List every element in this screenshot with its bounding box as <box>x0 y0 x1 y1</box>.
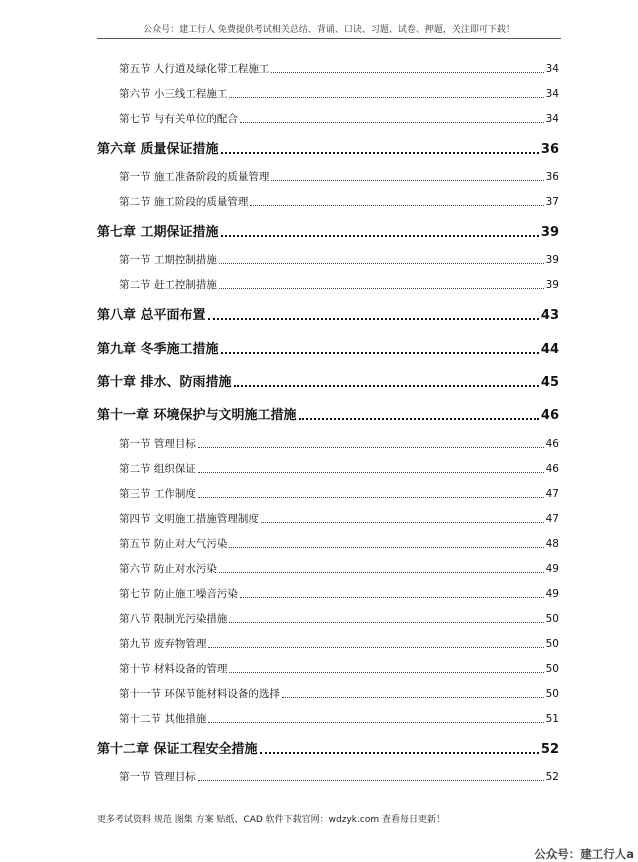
toc-entry-label: 第一节 管理目标 <box>119 771 196 783</box>
toc-leader-dots <box>198 497 544 498</box>
toc-leader-dots <box>229 672 543 673</box>
toc-leader-dots <box>234 385 539 387</box>
toc-leader-dots <box>229 547 543 548</box>
toc-leader-dots <box>260 752 539 754</box>
toc-leader-dots <box>221 235 539 237</box>
toc-section-entry[interactable] <box>119 253 559 267</box>
toc-page-number: 49 <box>545 588 559 600</box>
toc-page-number: 46 <box>545 463 559 475</box>
toc-page-number: 49 <box>545 563 559 575</box>
toc-entry-label: 第十二章 保证工程安全措施 <box>97 742 258 757</box>
toc-entry-label: 第九章 冬季施工措施 <box>97 342 219 357</box>
toc-leader-dots <box>229 622 543 623</box>
toc-section-entry[interactable] <box>119 587 559 601</box>
toc-section-entry[interactable] <box>119 637 559 651</box>
toc-leader-dots <box>198 472 544 473</box>
toc-leader-dots <box>250 205 543 206</box>
toc-page-number: 47 <box>545 488 559 500</box>
toc-leader-dots <box>208 647 543 648</box>
toc-entry-label: 第七节 防止施工噪音污染 <box>119 588 238 600</box>
toc-entry-label: 第五节 人行道及绿化带工程施工 <box>119 63 270 75</box>
toc-leader-dots <box>271 72 543 73</box>
toc-entry-label: 第十节 材料设备的管理 <box>119 663 228 675</box>
toc-leader-dots <box>221 152 539 154</box>
toc-entry-label: 第九节 废弃物管理 <box>119 638 207 650</box>
toc-chapter-entry[interactable] <box>97 224 559 241</box>
toc-entry-label: 第三节 工作制度 <box>119 488 196 500</box>
toc-chapter-entry[interactable] <box>97 741 559 758</box>
toc-entry-label: 第十一节 环保节能材料设备的选择 <box>119 688 280 700</box>
toc-entry-label: 第一节 施工准备阶段的质量管理 <box>119 171 270 183</box>
toc-page-number: 43 <box>540 308 559 323</box>
header-divider <box>97 38 561 39</box>
toc-page-number: 50 <box>545 663 559 675</box>
toc-entry-label: 第六节 防止对水污染 <box>119 563 217 575</box>
toc-leader-dots <box>240 597 544 598</box>
toc-page-number: 45 <box>540 375 559 390</box>
toc-page-number: 34 <box>545 113 559 125</box>
toc-section-entry[interactable] <box>119 512 559 526</box>
toc-entry-label: 第八章 总平面布置 <box>97 308 206 323</box>
toc-page-number: 46 <box>545 438 559 450</box>
toc-leader-dots <box>221 352 539 354</box>
toc-entry-label: 第二节 施工阶段的质量管理 <box>119 196 249 208</box>
toc-page-number: 52 <box>540 742 559 757</box>
toc-entry-label: 第一节 管理目标 <box>119 438 196 450</box>
toc-entry-label: 第五节 防止对大气污染 <box>119 538 228 550</box>
toc-chapter-entry[interactable] <box>97 374 559 391</box>
toc-leader-dots <box>198 780 544 781</box>
toc-page-number: 39 <box>545 279 559 291</box>
toc-page-number: 51 <box>545 713 559 725</box>
toc-page-number: 39 <box>540 225 559 240</box>
toc-leader-dots <box>282 697 544 698</box>
toc-section-entry[interactable] <box>119 170 559 184</box>
toc-page-number: 44 <box>540 342 559 357</box>
toc-entry-label: 第四节 文明施工措施管理制度 <box>119 513 259 525</box>
toc-leader-dots <box>219 572 544 573</box>
toc-entry-label: 第二节 赶工控制措施 <box>119 279 217 291</box>
toc-section-entry[interactable] <box>119 487 559 501</box>
toc-page-number: 36 <box>545 171 559 183</box>
toc-entry-label: 第一节 工期控制措施 <box>119 254 217 266</box>
toc-section-entry[interactable] <box>119 62 559 76</box>
toc-entry-label: 第二节 组织保证 <box>119 463 196 475</box>
toc-section-entry[interactable] <box>119 537 559 551</box>
toc-leader-dots <box>299 418 539 420</box>
toc-leader-dots <box>208 722 543 723</box>
toc-page-number: 34 <box>545 63 559 75</box>
toc-page-number: 50 <box>545 613 559 625</box>
toc-page-number: 48 <box>545 538 559 550</box>
toc-entry-label: 第七节 与有关单位的配合 <box>119 113 238 125</box>
toc-section-entry[interactable] <box>119 687 559 701</box>
toc-entry-label: 第十章 排水、防雨措施 <box>97 375 232 390</box>
toc-entry-label: 第六节 小三线工程施工 <box>119 88 228 100</box>
toc-section-entry[interactable] <box>119 437 559 451</box>
page-header: 公众号：建工行人 免费提供考试相关总结、背诵、口诀、习题、试卷、押题，关注即可下载！ <box>143 25 515 35</box>
toc-leader-dots <box>219 288 544 289</box>
toc-leader-dots <box>240 122 544 123</box>
toc-leader-dots <box>198 447 544 448</box>
toc-section-entry[interactable] <box>119 195 559 209</box>
toc-leader-dots <box>271 180 543 181</box>
toc-section-entry[interactable] <box>119 662 559 676</box>
toc-section-entry[interactable] <box>119 87 559 101</box>
toc-section-entry[interactable] <box>119 612 559 626</box>
toc-page-number: 37 <box>545 196 559 208</box>
toc-chapter-entry[interactable] <box>97 307 559 324</box>
toc-section-entry[interactable] <box>119 462 559 476</box>
toc-section-entry[interactable] <box>119 112 559 126</box>
toc-leader-dots <box>208 318 539 320</box>
toc-page-number: 46 <box>540 408 559 423</box>
toc-chapter-entry[interactable] <box>97 341 559 358</box>
toc-leader-dots <box>219 263 544 264</box>
toc-page-number: 34 <box>545 88 559 100</box>
toc-section-entry[interactable] <box>119 562 559 576</box>
toc-section-entry[interactable] <box>119 712 559 726</box>
toc-entry-label: 第八节 限制光污染措施 <box>119 613 228 625</box>
toc-leader-dots <box>261 522 544 523</box>
toc-page-number: 52 <box>545 771 559 783</box>
toc-page-number: 47 <box>545 513 559 525</box>
toc-entry-label: 第十二节 其他措施 <box>119 713 207 725</box>
toc-leader-dots <box>229 97 543 98</box>
toc-entry-label: 第十一章 环境保护与文明施工措施 <box>97 408 297 423</box>
toc-page-number: 39 <box>545 254 559 266</box>
toc-entry-label: 第七章 工期保证措施 <box>97 225 219 240</box>
toc-entry-label: 第六章 质量保证措施 <box>97 142 219 157</box>
toc-page-number: 50 <box>545 688 559 700</box>
toc-section-entry[interactable] <box>119 770 559 784</box>
toc-section-entry[interactable] <box>119 278 559 292</box>
watermark: 公众号：建工行人a <box>534 847 634 861</box>
toc-chapter-entry[interactable] <box>97 141 559 158</box>
page-footer: 更多考试资料 规范 图集 方案 贴纸、CAD 软件下载官网：wdzyk.com 查看每日更新！ <box>97 815 445 825</box>
toc-page-number: 36 <box>540 142 559 157</box>
toc-page-number: 50 <box>545 638 559 650</box>
toc-chapter-entry[interactable] <box>97 407 559 424</box>
